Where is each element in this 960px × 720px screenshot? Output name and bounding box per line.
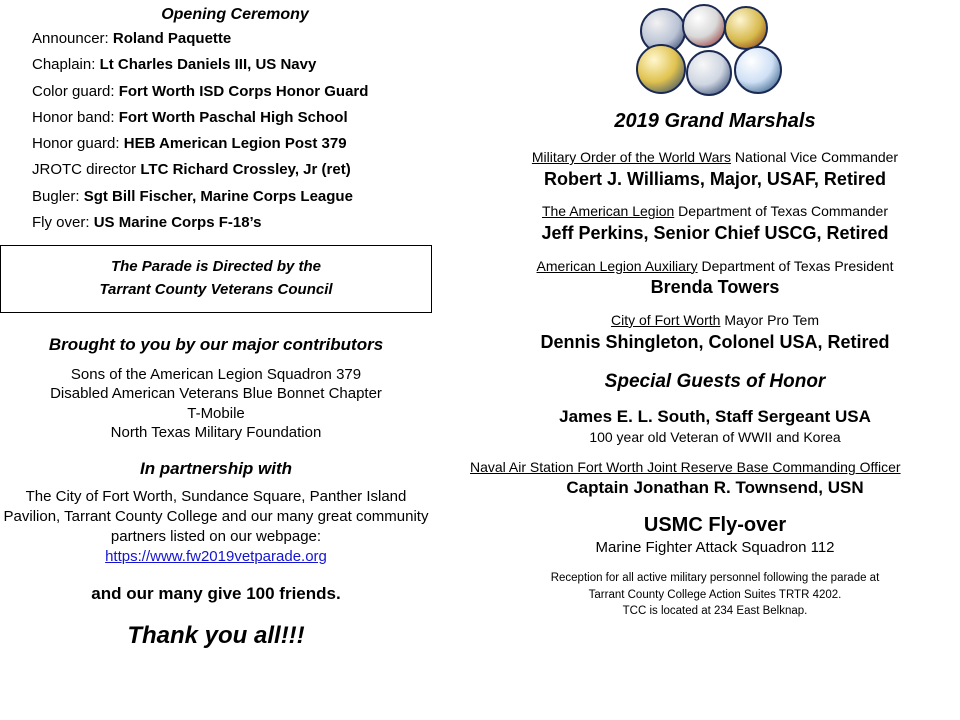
- ceremony-line: [0, 161, 470, 178]
- grand-marshal-entry: [470, 312, 960, 353]
- right-column: [470, 0, 960, 720]
- ceremony-value: LTC Richard Crossley, Jr (ret): [140, 161, 351, 179]
- ceremony-label: Color guard:: [32, 82, 115, 100]
- director-line-2: Tarrant County Veterans Council: [99, 281, 333, 299]
- ceremony-line: [0, 30, 470, 47]
- special-guest-name: James E. L. South, Staff Sergeant USA: [559, 407, 871, 427]
- special-guest-subtitle: 100 year old Veteran of WWII and Korea: [589, 429, 841, 446]
- grand-marshal-entry: [470, 149, 960, 190]
- ceremony-value: Fort Worth ISD Corps Honor Guard: [118, 82, 369, 100]
- ceremony-line: [0, 188, 470, 205]
- grand-marshal-org: [470, 203, 960, 220]
- grand-marshal-org: [470, 149, 960, 166]
- ceremony-value: Fort Worth Paschal High School: [118, 108, 348, 126]
- grand-marshal-org-rest: National Vice Commander: [731, 149, 899, 165]
- contributor-item: Sons of the American Legion Squadron 379: [70, 365, 362, 383]
- grand-marshal-name: Dennis Shingleton, Colonel USA, Retired: [540, 331, 890, 352]
- ceremony-label: JROTC director: [32, 161, 137, 179]
- ceremony-label: Fly over:: [32, 213, 90, 231]
- grand-marshal-name: Robert J. Williams, Major, USAF, Retired: [544, 168, 886, 189]
- grand-marshal-org-underlined: The American Legion: [541, 203, 675, 220]
- grand-marshal-org-underlined: City of Fort Worth: [611, 311, 721, 328]
- ceremony-value: Roland Paquette: [112, 30, 232, 47]
- flyover-subtitle: Marine Fighter Attack Squadron 112: [595, 538, 835, 556]
- grand-marshal-org-rest: Mayor Pro Tem: [720, 311, 819, 328]
- grand-marshal-org: [470, 258, 960, 275]
- grand-marshal-org-rest: Department of Texas Commander: [674, 203, 889, 220]
- air-force-seal-icon: [734, 46, 782, 94]
- reception-note: [470, 570, 960, 620]
- ceremony-line: [0, 83, 470, 100]
- parade-director-box: [0, 245, 432, 313]
- partnership-text: [0, 487, 432, 568]
- special-guest-entry: [470, 459, 960, 498]
- special-guest-org-underlined: Naval Air Station Fort Worth Joint Reserve Base Commanding Officer: [470, 459, 901, 476]
- grand-marshal-name: Jeff Perkins, Senior Chief USCG, Retired: [541, 223, 889, 244]
- grand-marshal-entry: [470, 258, 960, 299]
- special-guest-entry: [470, 407, 960, 445]
- ceremony-label: Honor guard:: [32, 135, 120, 152]
- seal-cluster: [630, 4, 800, 100]
- thank-you-line: Thank you all!!!: [127, 621, 305, 649]
- reception-line: Tarrant County College Action Suites TRTR 4202.: [588, 588, 842, 601]
- special-guest-name: Captain Jonathan R. Townsend, USN: [566, 477, 864, 497]
- flyover-title: USMC Fly-over: [643, 513, 787, 536]
- ceremony-label: Announcer:: [32, 30, 109, 47]
- partnership-text-body: The City of Fort Worth, Sundance Square, Panther Island Pavilion, Tarrant County College and our many great community partners listed on our webpage:: [3, 487, 429, 545]
- contributor-item: T-Mobile: [187, 404, 245, 422]
- marine-corps-seal-icon: [682, 4, 726, 48]
- ceremony-line: [0, 109, 470, 126]
- give-100-friends-line: and our many give 100 friends.: [91, 583, 341, 603]
- ceremony-line: [0, 214, 470, 231]
- partnership-heading: In partnership with: [139, 458, 293, 478]
- grand-marshal-org: [470, 312, 960, 329]
- grand-marshal-name: Brenda Towers: [650, 277, 780, 298]
- ceremony-label: Chaplain:: [32, 56, 96, 74]
- contributors-list: [0, 365, 432, 443]
- special-guests-title: Special Guests of Honor: [604, 371, 826, 393]
- director-line-1: The Parade is Directed by the: [110, 258, 322, 275]
- ceremony-line: [0, 56, 470, 73]
- contributor-item: Disabled American Veterans Blue Bonnet Chapter: [50, 385, 382, 402]
- grand-marshal-org-underlined: American Legion Auxiliary: [536, 257, 698, 274]
- ceremony-label: Bugler:: [32, 187, 80, 205]
- opening-ceremony-title: Opening Ceremony: [161, 6, 309, 23]
- grand-marshals-title: 2019 Grand Marshals: [614, 110, 816, 132]
- ceremony-value: HEB American Legion Post 379: [123, 135, 347, 152]
- service-seals-group: [470, 4, 960, 100]
- opening-ceremony-list: [0, 30, 470, 231]
- army-seal-icon: [636, 44, 686, 94]
- reception-line: Reception for all active military personnel following the parade at: [550, 571, 880, 584]
- joint-service-seal-icon: [686, 50, 732, 96]
- ceremony-value: US Marine Corps F-18’s: [93, 213, 262, 231]
- parade-webpage-link[interactable]: https://www.fw2019vetparade.org: [105, 548, 327, 566]
- ceremony-value: Sgt Bill Fischer, Marine Corps League: [83, 187, 353, 205]
- ceremony-value: Lt Charles Daniels III, US Navy: [99, 56, 317, 74]
- contributor-item: North Texas Military Foundation: [110, 424, 322, 441]
- reception-line: TCC is located at 234 East Belknap.: [622, 605, 808, 618]
- grand-marshal-org-underlined: Military Order of the World Wars: [531, 149, 732, 165]
- left-column: [0, 0, 470, 720]
- grand-marshal-org-rest: Department of Texas President: [697, 257, 894, 274]
- grand-marshal-entry: [470, 203, 960, 244]
- ceremony-label: Honor band:: [32, 108, 115, 126]
- coast-guard-seal-icon: [724, 6, 768, 50]
- special-guest-org: [470, 459, 960, 476]
- ceremony-line: [0, 135, 470, 152]
- contributors-heading: Brought to you by our major contributors: [48, 334, 384, 354]
